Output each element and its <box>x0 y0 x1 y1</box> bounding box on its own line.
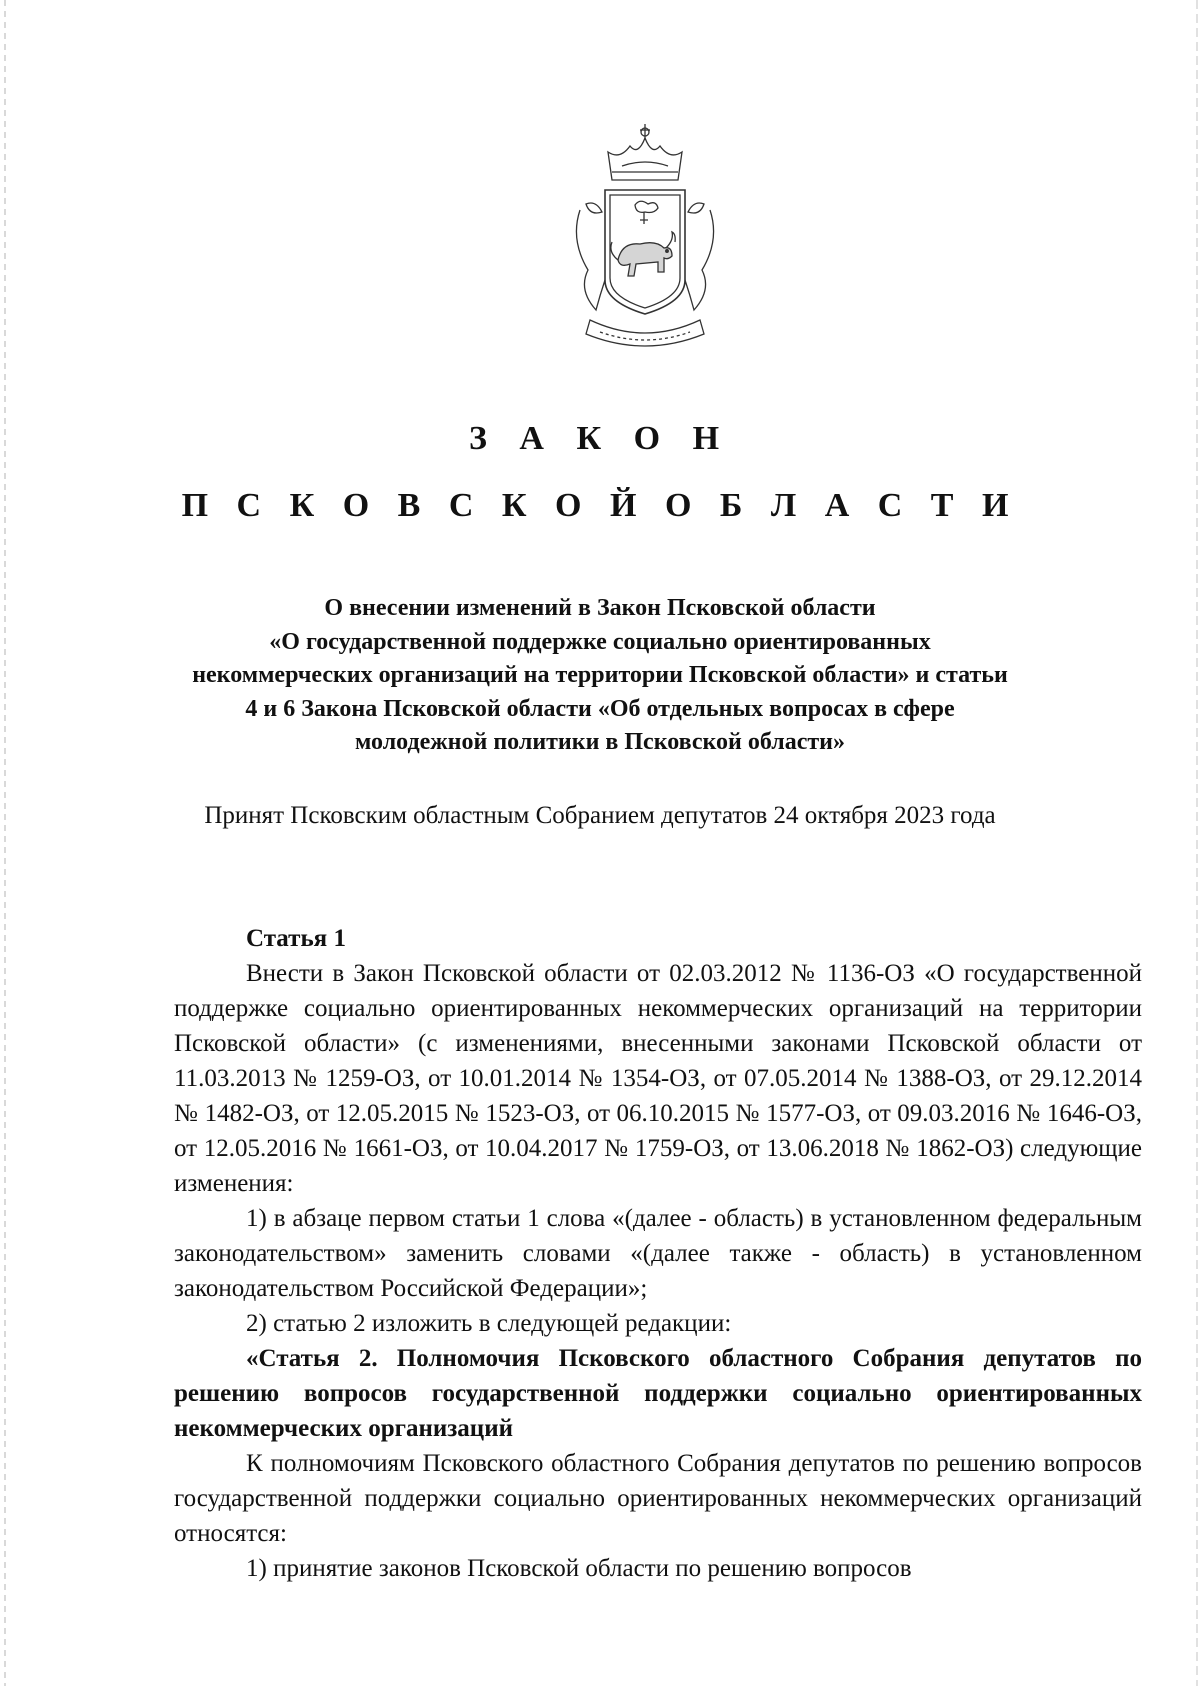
article-2-item-1: 1) принятие законов Псковской области по решению вопросов <box>246 1555 912 1582</box>
law-title-line: О внесении изменений в Закон Псковской области <box>324 595 876 621</box>
article-2-intro: К полномочиям Псковского областного Собрания депутатов по решению вопросов государственной поддержки социально ориентированных некоммерческих организаций относятся: <box>174 1450 1142 1547</box>
article-1-body <box>174 921 1142 1586</box>
scan-edge-right <box>1196 0 1198 1686</box>
article-1-item-1: 1) в абзаце первом статьи 1 слова «(далее - область) в установленном федеральным законодательством» заменить словами «(далее также - область) в установленном законодательством Российской Федерации»; <box>174 1205 1142 1302</box>
adoption-note: Принят Псковским областным Собранием депутатов 24 октября 2023 года <box>204 802 996 829</box>
article-2-heading: «Статья 2. Полномочия Псковского областного Собрания депутатов по решению вопросов государственной поддержки социально ориентированных некоммерческих организаций <box>174 1345 1142 1442</box>
document-subtitle: П С К О В С К О Й О Б Л А С Т И <box>181 487 1019 524</box>
law-title-line: некоммерческих организаций на территории Псковской области» и статьи <box>192 662 1008 688</box>
law-title <box>170 592 1030 760</box>
law-title-line: «О государственной поддержке социально ориентированных <box>269 628 931 655</box>
scan-edge-left <box>4 0 6 1686</box>
law-title-line: молодежной политики в Псковской области» <box>355 729 845 755</box>
article-1-intro: Внести в Закон Псковской области от 02.03.2012 № 1136-ОЗ «О государственной поддержке социально ориентированных некоммерческих организаций на территории Псковской области» (с изменениями, внесенными законами Псковской области от 11.03.2013 № 1259-ОЗ, от 10.01.2014 № 1354-ОЗ, от 07.05.2014 № 1388-ОЗ, от 29.12.2014 № 1482-ОЗ, от 12.05.2015 № 1523-ОЗ, от 06.10.2015 № 1577-ОЗ, от 09.03.2016 № 1646-ОЗ, от 12.05.2016 № 1661-ОЗ, от 10.04.2017 № 1759-ОЗ, от 13.06.2018 № 1862-ОЗ) следующие изменения: <box>174 960 1142 1197</box>
law-title-line: 4 и 6 Закона Псковской области «Об отдельных вопросах в сфере <box>245 695 955 722</box>
document-title: З А К О Н <box>468 420 732 457</box>
article-1-item-2: 2) статью 2 изложить в следующей редакции: <box>246 1310 732 1337</box>
article-1-heading: Статья 1 <box>246 925 346 952</box>
coat-of-arms-emblem <box>560 120 730 360</box>
